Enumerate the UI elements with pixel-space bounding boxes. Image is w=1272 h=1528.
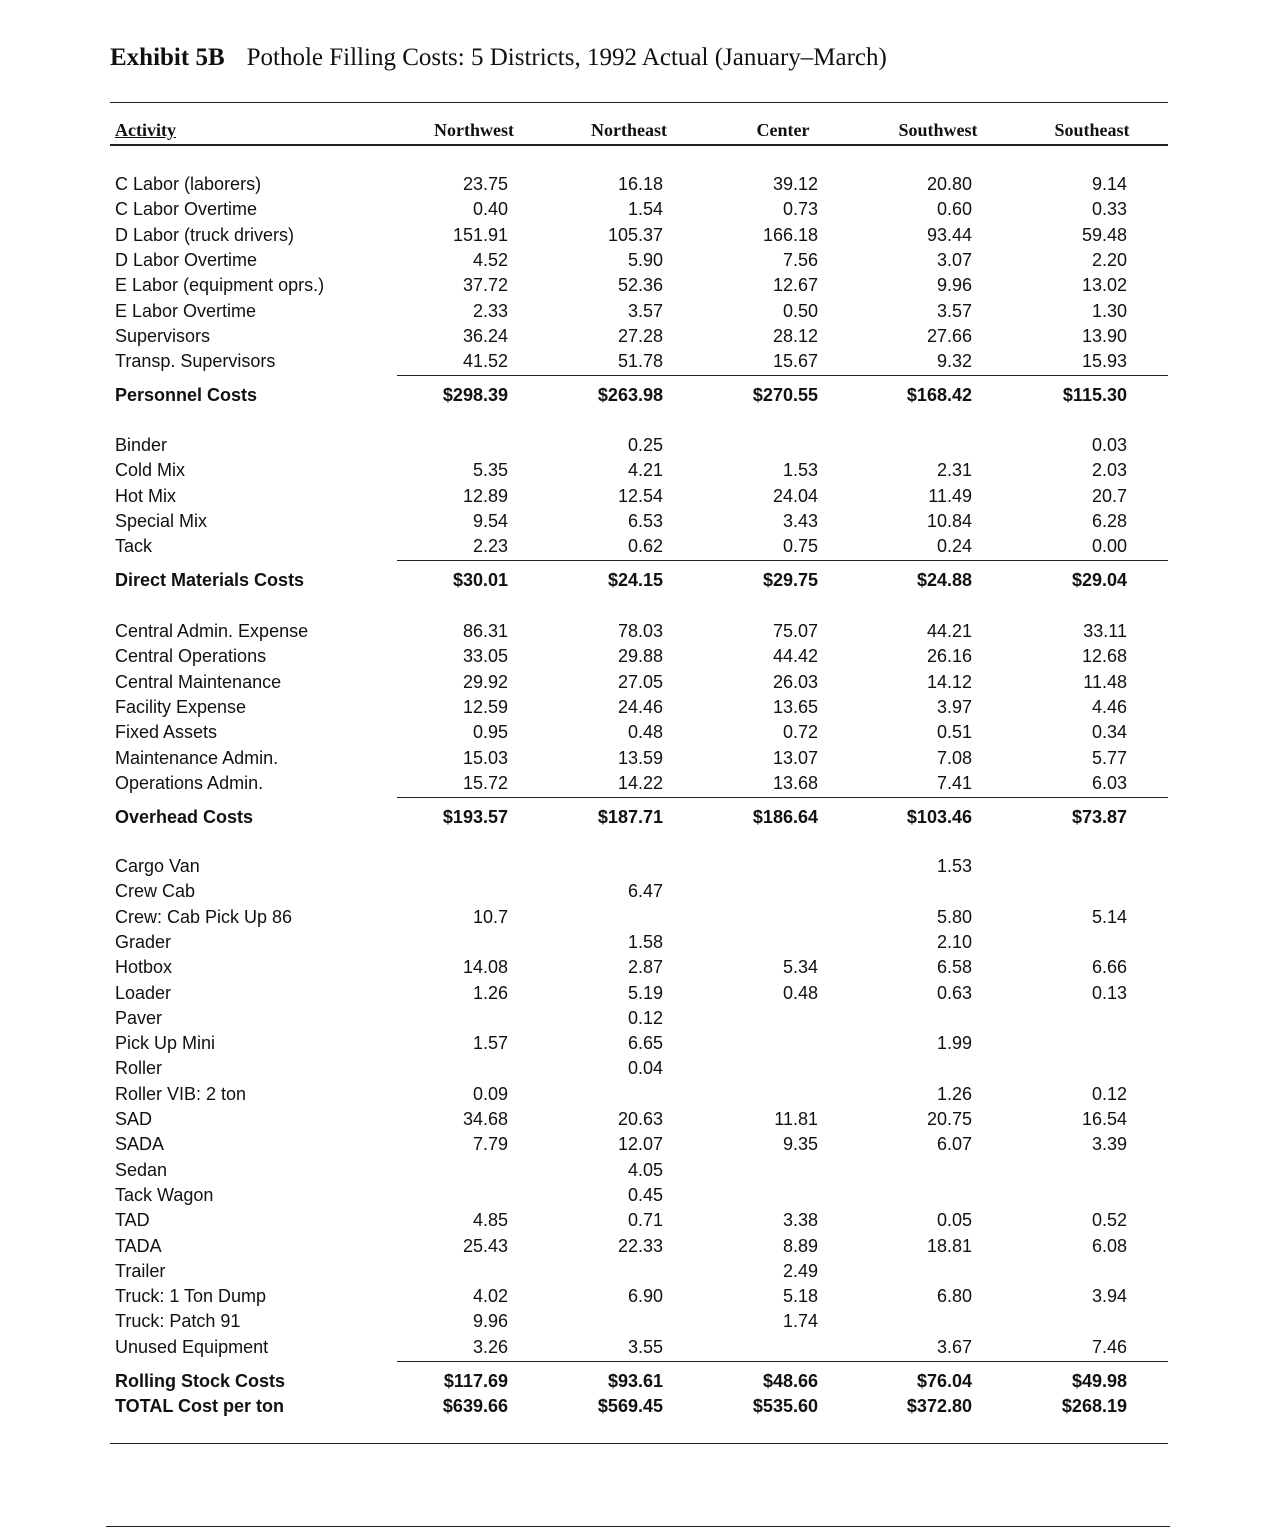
cell-northeast: 78.03	[617, 621, 663, 641]
cell-southwest: 44.21	[926, 621, 972, 641]
cell-southeast: $29.04	[1071, 570, 1127, 590]
table-row	[0, 435, 1272, 460]
cell-northwest: $639.66	[442, 1395, 508, 1416]
row-label: Sedan	[115, 1159, 168, 1180]
cell-northwest: 34.68	[462, 1109, 508, 1129]
cell-northeast: 13.59	[617, 747, 663, 768]
cell-center: 3.38	[782, 1210, 818, 1231]
cell-southwest: $76.04	[916, 1370, 972, 1391]
cell-southeast: 16.54	[1081, 1109, 1127, 1129]
row-label: D Labor (truck drivers)	[115, 224, 295, 245]
cell-center: $29.75	[762, 570, 818, 590]
subtotal-row	[0, 385, 1272, 410]
cell-northeast: 0.25	[627, 435, 663, 455]
row-label: Overhead Costs	[115, 806, 254, 827]
row-label: Hot Mix	[115, 485, 177, 506]
cell-southeast: 12.68	[1081, 646, 1127, 667]
cell-southwest: 3.07	[936, 249, 972, 270]
subtotal-row	[0, 1371, 1272, 1396]
cell-southeast: 3.39	[1091, 1134, 1127, 1155]
cell-northwest: 25.43	[462, 1235, 508, 1256]
cell-southeast: 6.03	[1091, 772, 1127, 793]
cell-northwest: 3.26	[472, 1336, 508, 1357]
cell-northwest: 15.03	[462, 747, 508, 768]
cell-northwest: 1.57	[472, 1033, 508, 1054]
row-label: Maintenance Admin.	[115, 747, 279, 768]
row-label: Roller VIB: 2 ton	[115, 1083, 247, 1104]
cell-northeast: 51.78	[617, 351, 663, 372]
row-label: Facility Expense	[115, 696, 247, 717]
table-row	[0, 351, 1272, 376]
cell-northeast: 6.47	[627, 881, 663, 902]
cell-northwest: 41.52	[462, 351, 508, 372]
cell-southwest: 6.80	[936, 1286, 972, 1307]
header-southeast: Southeast	[1054, 120, 1130, 140]
cell-northeast: 5.90	[627, 249, 663, 270]
table-row	[0, 174, 1272, 199]
table-row	[0, 907, 1272, 932]
cell-northwest: 14.08	[462, 957, 508, 978]
table-row	[0, 748, 1272, 773]
cell-southeast: 0.03	[1091, 435, 1127, 455]
cell-northwest: 1.26	[472, 982, 508, 1003]
row-label: E Labor (equipment oprs.)	[115, 275, 325, 296]
subtotal-row	[0, 1396, 1272, 1421]
cell-southwest: 9.32	[936, 351, 972, 372]
cell-southeast: 2.20	[1091, 249, 1127, 270]
cell-northwest: 9.96	[472, 1311, 508, 1332]
cell-northeast: $569.45	[597, 1395, 663, 1416]
table-row	[0, 326, 1272, 351]
cell-northeast: 4.05	[627, 1159, 663, 1180]
table-row	[0, 672, 1272, 697]
row-label: Tack Wagon	[115, 1184, 214, 1205]
cell-northeast: 6.53	[627, 510, 663, 531]
row-label: Operations Admin.	[115, 772, 264, 793]
cell-northwest: 86.31	[462, 621, 508, 641]
cell-southeast: 6.66	[1091, 957, 1127, 978]
cell-southeast: $73.87	[1071, 806, 1127, 827]
row-label: SAD	[115, 1109, 153, 1129]
cell-northeast: 0.71	[627, 1210, 663, 1231]
cell-northeast: $263.98	[597, 384, 663, 405]
cell-center: 9.35	[782, 1134, 818, 1155]
row-label: Cold Mix	[115, 460, 186, 481]
cell-southwest: 3.67	[936, 1336, 972, 1357]
table-row	[0, 1261, 1272, 1286]
cell-southeast: 5.77	[1091, 747, 1127, 768]
row-label: Loader	[115, 982, 172, 1003]
cell-southwest: 9.96	[936, 275, 972, 296]
table-row	[0, 646, 1272, 671]
header-northwest: Northwest	[434, 120, 514, 140]
cell-southwest: 3.97	[936, 696, 972, 717]
row-label: Rolling Stock Costs	[115, 1370, 286, 1391]
row-label: TOTAL Cost per ton	[115, 1395, 284, 1416]
cell-center: 26.03	[772, 671, 818, 692]
cell-center: 39.12	[772, 174, 818, 194]
table-row	[0, 511, 1272, 536]
cell-southeast: 4.46	[1091, 696, 1127, 717]
row-label: Truck: Patch 91	[115, 1311, 241, 1332]
cell-southwest: 0.05	[936, 1210, 972, 1231]
table-row	[0, 275, 1272, 300]
cell-northeast: $187.71	[597, 806, 663, 827]
cell-northwest: 0.95	[472, 722, 508, 743]
row-label: Supervisors	[115, 325, 211, 346]
row-label: C Labor (laborers)	[115, 174, 262, 194]
cell-center: 12.67	[772, 275, 818, 296]
subtotal-rule	[397, 560, 1168, 561]
row-label: TADA	[115, 1235, 162, 1256]
cell-northwest: 151.91	[452, 224, 508, 245]
cell-northeast: 0.45	[627, 1184, 663, 1205]
row-label: Crew Cab	[115, 881, 196, 902]
table-row	[0, 1033, 1272, 1058]
cell-southwest: 26.16	[926, 646, 972, 667]
cell-southeast: 0.12	[1091, 1083, 1127, 1104]
cell-southwest: 5.80	[936, 906, 972, 927]
cell-southeast: 0.34	[1091, 722, 1127, 743]
cell-northwest: 4.02	[472, 1286, 508, 1307]
cell-northeast: 52.36	[617, 275, 663, 296]
exhibit-caption: Pothole Filling Costs: 5 Districts, 1992 Actual (January–March)	[246, 44, 887, 71]
header-activity: Activity	[115, 120, 176, 140]
cell-northwest: 29.92	[462, 671, 508, 692]
table-row	[0, 773, 1272, 798]
cell-center: 0.72	[782, 722, 818, 743]
cell-southwest: $372.80	[906, 1395, 972, 1416]
table-row	[0, 957, 1272, 982]
cell-northwest: 37.72	[462, 275, 508, 296]
cell-southwest: 20.80	[926, 174, 972, 194]
table-row	[0, 932, 1272, 957]
cell-southeast: 13.02	[1081, 275, 1127, 296]
cell-southeast: 20.7	[1091, 485, 1127, 506]
cell-northeast: 22.33	[617, 1235, 663, 1256]
cell-southwest: 0.51	[936, 722, 972, 743]
cell-southeast: 0.00	[1091, 536, 1127, 557]
cell-southwest: 0.60	[936, 199, 972, 220]
cell-northwest: $193.57	[442, 806, 508, 827]
cell-center: 166.18	[762, 224, 818, 245]
table-row	[0, 301, 1272, 326]
cell-northwest: 23.75	[462, 174, 508, 194]
cell-center: 13.07	[772, 747, 818, 768]
cell-southeast: 6.28	[1091, 510, 1127, 531]
table-row	[0, 621, 1272, 646]
cell-southeast: 5.14	[1091, 906, 1127, 927]
cell-northwest: 2.33	[472, 300, 508, 321]
cell-center: $535.60	[752, 1395, 818, 1416]
cell-southeast: 33.11	[1083, 621, 1127, 641]
header-northeast: Northeast	[591, 120, 667, 140]
subtotal-row	[0, 570, 1272, 595]
table-row	[0, 1286, 1272, 1311]
cell-northeast: 0.04	[627, 1058, 663, 1079]
cell-northwest: 0.09	[472, 1083, 508, 1104]
cell-northeast: $93.61	[607, 1370, 663, 1391]
row-label: Personnel Costs	[115, 384, 258, 405]
row-label: Central Maintenance	[115, 671, 282, 692]
cell-center: 7.56	[782, 249, 818, 270]
cell-northeast: 29.88	[617, 646, 663, 667]
cell-northeast: 27.28	[617, 325, 663, 346]
cell-northeast: 12.54	[617, 485, 663, 506]
cell-northeast: 1.54	[627, 199, 663, 220]
row-label: Unused Equipment	[115, 1336, 269, 1357]
cell-southwest: 0.24	[936, 536, 972, 557]
row-label: Trailer	[115, 1260, 166, 1281]
cell-southwest: 18.81	[926, 1235, 972, 1256]
cell-center: 1.53	[782, 460, 818, 481]
table-row	[0, 250, 1272, 275]
cell-center: 24.04	[772, 485, 818, 506]
table-row	[0, 881, 1272, 906]
cell-southeast: 6.08	[1091, 1235, 1127, 1256]
cell-southeast: 59.48	[1081, 224, 1127, 245]
cell-southwest: 27.66	[926, 325, 972, 346]
cell-southeast: 7.46	[1091, 1336, 1127, 1357]
bottom-rule	[110, 1443, 1168, 1444]
cell-northeast: 24.46	[617, 696, 663, 717]
cell-southwest: 2.10	[936, 931, 972, 952]
cell-center: 11.81	[774, 1109, 818, 1129]
row-label: Crew: Cab Pick Up 86	[115, 906, 293, 927]
cell-southwest: 7.08	[936, 747, 972, 768]
cell-northeast: 0.12	[627, 1007, 663, 1028]
cell-southwest: $103.46	[906, 806, 972, 827]
row-label: Direct Materials Costs	[115, 570, 305, 590]
cell-southeast: $268.19	[1061, 1395, 1127, 1416]
row-label: Roller	[115, 1058, 163, 1079]
row-label: D Labor Overtime	[115, 249, 258, 270]
cell-northwest: 9.54	[472, 510, 508, 531]
cell-northeast: 14.22	[617, 772, 663, 793]
cell-center: $270.55	[752, 384, 818, 405]
table-row	[0, 1311, 1272, 1336]
cell-southeast: 15.93	[1081, 351, 1127, 372]
table-row	[0, 1185, 1272, 1210]
table-row	[0, 1236, 1272, 1261]
subtotal-row	[0, 807, 1272, 832]
page-bottom-rule	[106, 1526, 1170, 1527]
cell-northeast: 0.48	[627, 722, 663, 743]
cell-southwest: 6.58	[936, 957, 972, 978]
cell-southwest: 6.07	[936, 1134, 972, 1155]
header-southwest: Southwest	[898, 120, 978, 140]
cell-southeast: $49.98	[1071, 1370, 1127, 1391]
row-label: Pick Up Mini	[115, 1033, 216, 1054]
cell-northeast: 20.63	[617, 1109, 663, 1129]
cell-center: 0.75	[782, 536, 818, 557]
cell-center: 28.12	[772, 325, 818, 346]
row-label: SADA	[115, 1134, 165, 1155]
cell-southwest: 1.99	[936, 1033, 972, 1054]
cell-northeast: 16.18	[617, 174, 663, 194]
cell-southwest: 0.63	[936, 982, 972, 1003]
cell-center: $186.64	[752, 806, 818, 827]
cell-southeast: 2.03	[1091, 460, 1127, 481]
table-row	[0, 1134, 1272, 1159]
subtotal-rule	[397, 797, 1168, 798]
cell-southwest: 11.49	[928, 485, 972, 506]
table-row	[0, 1337, 1272, 1362]
cell-southeast: 0.13	[1091, 982, 1127, 1003]
table-row	[0, 722, 1272, 747]
cell-northwest: 5.35	[472, 460, 508, 481]
cell-center: 5.18	[782, 1286, 818, 1307]
cell-center: 15.67	[772, 351, 818, 372]
cell-southwest: 93.44	[926, 224, 972, 245]
cell-northwest: 12.89	[462, 485, 508, 506]
subtotal-rule	[397, 1361, 1168, 1362]
cell-northeast: 105.37	[607, 224, 663, 245]
row-label: Transp. Supervisors	[115, 351, 276, 372]
cell-northwest: 15.72	[462, 772, 508, 793]
cell-southeast: 0.33	[1091, 199, 1127, 220]
cell-southwest: 1.53	[936, 856, 972, 876]
table-row	[0, 460, 1272, 485]
cell-center: 13.68	[772, 772, 818, 793]
row-label: Truck: 1 Ton Dump	[115, 1286, 267, 1307]
cell-northwest: $117.69	[443, 1370, 508, 1391]
cell-northeast: $24.15	[607, 570, 663, 590]
cell-northeast: 3.57	[627, 300, 663, 321]
cell-northwest: $30.01	[452, 570, 508, 590]
cell-northwest: 12.59	[462, 696, 508, 717]
exhibit-number: Exhibit 5B	[110, 44, 225, 71]
cell-southwest: $24.88	[916, 570, 972, 590]
cell-northeast: 5.19	[627, 982, 663, 1003]
cell-southwest: 2.31	[936, 460, 972, 481]
row-label: Fixed Assets	[115, 722, 218, 743]
cell-northwest: 2.23	[472, 536, 508, 557]
table-row	[0, 856, 1272, 881]
cell-center: 5.34	[782, 957, 818, 978]
cell-northeast: 12.07	[617, 1134, 663, 1155]
cell-southwest: 3.57	[936, 300, 972, 321]
cell-northwest: 4.52	[472, 249, 508, 270]
cell-northeast: 2.87	[627, 957, 663, 978]
table-row	[0, 1058, 1272, 1083]
cell-southeast: 3.94	[1091, 1286, 1127, 1307]
row-label: Central Admin. Expense	[115, 621, 309, 641]
cell-southwest: 1.26	[936, 1083, 972, 1104]
cell-center: 0.50	[782, 300, 818, 321]
table-row	[0, 199, 1272, 224]
row-label: Binder	[115, 435, 168, 455]
cell-southeast: 13.90	[1081, 325, 1127, 346]
cell-northwest: 4.85	[472, 1210, 508, 1231]
cell-northwest: 7.79	[472, 1134, 508, 1155]
cell-southwest: 20.75	[926, 1109, 972, 1129]
cell-center: 0.73	[782, 199, 818, 220]
cell-northwest: 36.24	[462, 325, 508, 346]
cell-southwest: 7.41	[936, 772, 972, 793]
cell-northeast: 3.55	[627, 1336, 663, 1357]
cell-center: 75.07	[772, 621, 818, 641]
subtotal-rule	[397, 375, 1168, 376]
row-label: TAD	[115, 1210, 150, 1231]
cell-center: 13.65	[772, 696, 818, 717]
row-label: C Labor Overtime	[115, 199, 258, 220]
header-center: Center	[756, 120, 810, 140]
row-label: Cargo Van	[115, 856, 200, 876]
table-row	[0, 1109, 1272, 1134]
row-label: Tack	[115, 536, 153, 557]
cell-center: $48.66	[762, 1370, 818, 1391]
cell-southeast: 9.14	[1091, 174, 1127, 194]
table-row	[0, 486, 1272, 511]
table-row	[0, 1160, 1272, 1185]
cell-northeast: 6.65	[627, 1033, 663, 1054]
cell-center: 44.42	[772, 646, 818, 667]
row-label: E Labor Overtime	[115, 300, 257, 321]
cell-southeast: 1.30	[1091, 300, 1127, 321]
table-row	[0, 1008, 1272, 1033]
table-row	[0, 225, 1272, 250]
table-row	[0, 983, 1272, 1008]
cell-northwest: 10.7	[472, 906, 508, 927]
cell-southwest: 10.84	[926, 510, 972, 531]
cell-southwest: $168.42	[906, 384, 972, 405]
cell-southeast: 0.52	[1091, 1210, 1127, 1231]
cell-center: 3.43	[782, 510, 818, 531]
cell-northeast: 1.58	[627, 931, 663, 952]
table-row	[0, 536, 1272, 561]
row-label: Paver	[115, 1007, 163, 1028]
cell-northwest: 0.40	[472, 199, 508, 220]
row-label: Grader	[115, 931, 172, 952]
cell-northeast: 27.05	[617, 671, 663, 692]
cell-center: 1.74	[782, 1311, 818, 1332]
cell-northwest: $298.39	[442, 384, 508, 405]
row-label: Central Operations	[115, 646, 267, 667]
table-row	[0, 1084, 1272, 1109]
cell-center: 0.48	[782, 982, 818, 1003]
cell-center: 8.89	[782, 1235, 818, 1256]
cell-southeast: $115.30	[1062, 384, 1127, 405]
cell-northwest: 33.05	[462, 646, 508, 667]
table-row	[0, 1210, 1272, 1235]
row-label: Special Mix	[115, 510, 208, 531]
row-label: Hotbox	[115, 957, 173, 978]
cell-southwest: 14.12	[926, 671, 972, 692]
cell-southeast: 11.48	[1083, 671, 1127, 692]
cell-northeast: 6.90	[627, 1286, 663, 1307]
cell-center: 2.49	[782, 1260, 818, 1281]
cell-northeast: 4.21	[627, 460, 663, 481]
cell-northeast: 0.62	[627, 536, 663, 557]
table-row	[0, 697, 1272, 722]
